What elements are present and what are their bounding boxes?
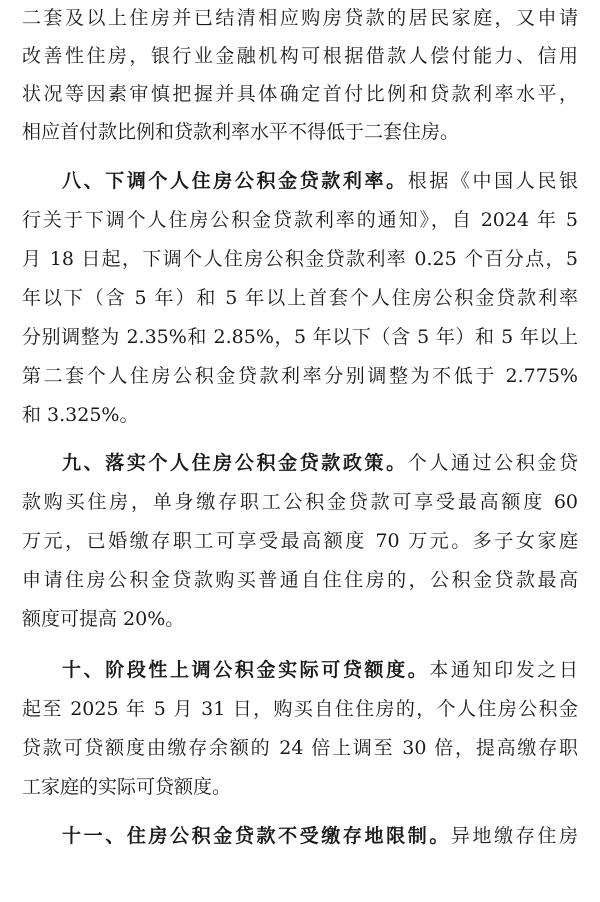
text-line: 二套及以上住房并已结清相应购房贷款的居民家庭，又申请 bbox=[22, 7, 578, 29]
section-heading: 十一、住房公积金贷款不受缴存地限制。 bbox=[62, 825, 451, 847]
text-line: 万元，已婚缴存职工可享受最高额度 70 万元。多子女家庭 bbox=[22, 530, 578, 552]
text-line: 分别调整为 2.35%和 2.85%，5 年以下（含 5 年）和 5 年以上 bbox=[22, 326, 578, 348]
text-line bbox=[22, 166, 578, 196]
section-heading: 九、落实个人住房公积金贷款政策。 bbox=[62, 452, 408, 474]
text-line: 状况等因素审慎把握并具体确定首付比例和贷款利率水平， bbox=[22, 83, 578, 105]
text-line: 行关于下调个人住房公积金贷款利率的通知》，自 2024 年 5 bbox=[22, 209, 578, 231]
text-line: 起至 2025 年 5 月 31 日，购买自住住房的，个人住房公积金 bbox=[22, 698, 578, 720]
section-heading: 八、下调个人住房公积金贷款利率。 bbox=[62, 170, 408, 192]
text-line: 贷款可贷额度由缴存余额的 24 倍上调至 30 倍，提高缴存职 bbox=[22, 737, 578, 759]
text-span: 异地缴存住房 bbox=[450, 825, 578, 847]
text-line bbox=[22, 655, 578, 685]
text-line: 改善性住房，银行业金融机构可根据借款人偿付能力、信用 bbox=[22, 45, 578, 67]
text-line: 额度可提高 20%。 bbox=[22, 608, 185, 630]
text-span: 本通知印发之日 bbox=[429, 659, 578, 681]
text-line: 工家庭的实际可贷额度。 bbox=[22, 776, 232, 798]
text-line: 第二套个人住房公积金贷款利率分别调整为不低于 2.775% bbox=[22, 365, 578, 387]
text-line: 款购买住房，单身缴存职工公积金贷款可享受最高额度 60 bbox=[22, 491, 578, 513]
text-line bbox=[22, 448, 578, 478]
text-line bbox=[22, 821, 578, 851]
text-line: 相应首付款比例和贷款利率水平不得低于二套住房。 bbox=[22, 121, 460, 143]
text-line: 申请住房公积金贷款购买普通自住住房的，公积金贷款最高 bbox=[22, 569, 578, 591]
text-line: 年以下（含 5 年）和 5 年以上首套个人住房公积金贷款利率 bbox=[22, 287, 578, 309]
text-line: 和 3.325%。 bbox=[22, 404, 139, 426]
text-span: 根据《中国人民银 bbox=[407, 170, 578, 192]
text-line: 月 18 日起，下调个人住房公积金贷款利率 0.25 个百分点，5 bbox=[22, 248, 578, 270]
text-span: 个人通过公积金贷 bbox=[407, 452, 578, 474]
section-heading: 十、阶段性上调公积金实际可贷额度。 bbox=[62, 659, 430, 681]
